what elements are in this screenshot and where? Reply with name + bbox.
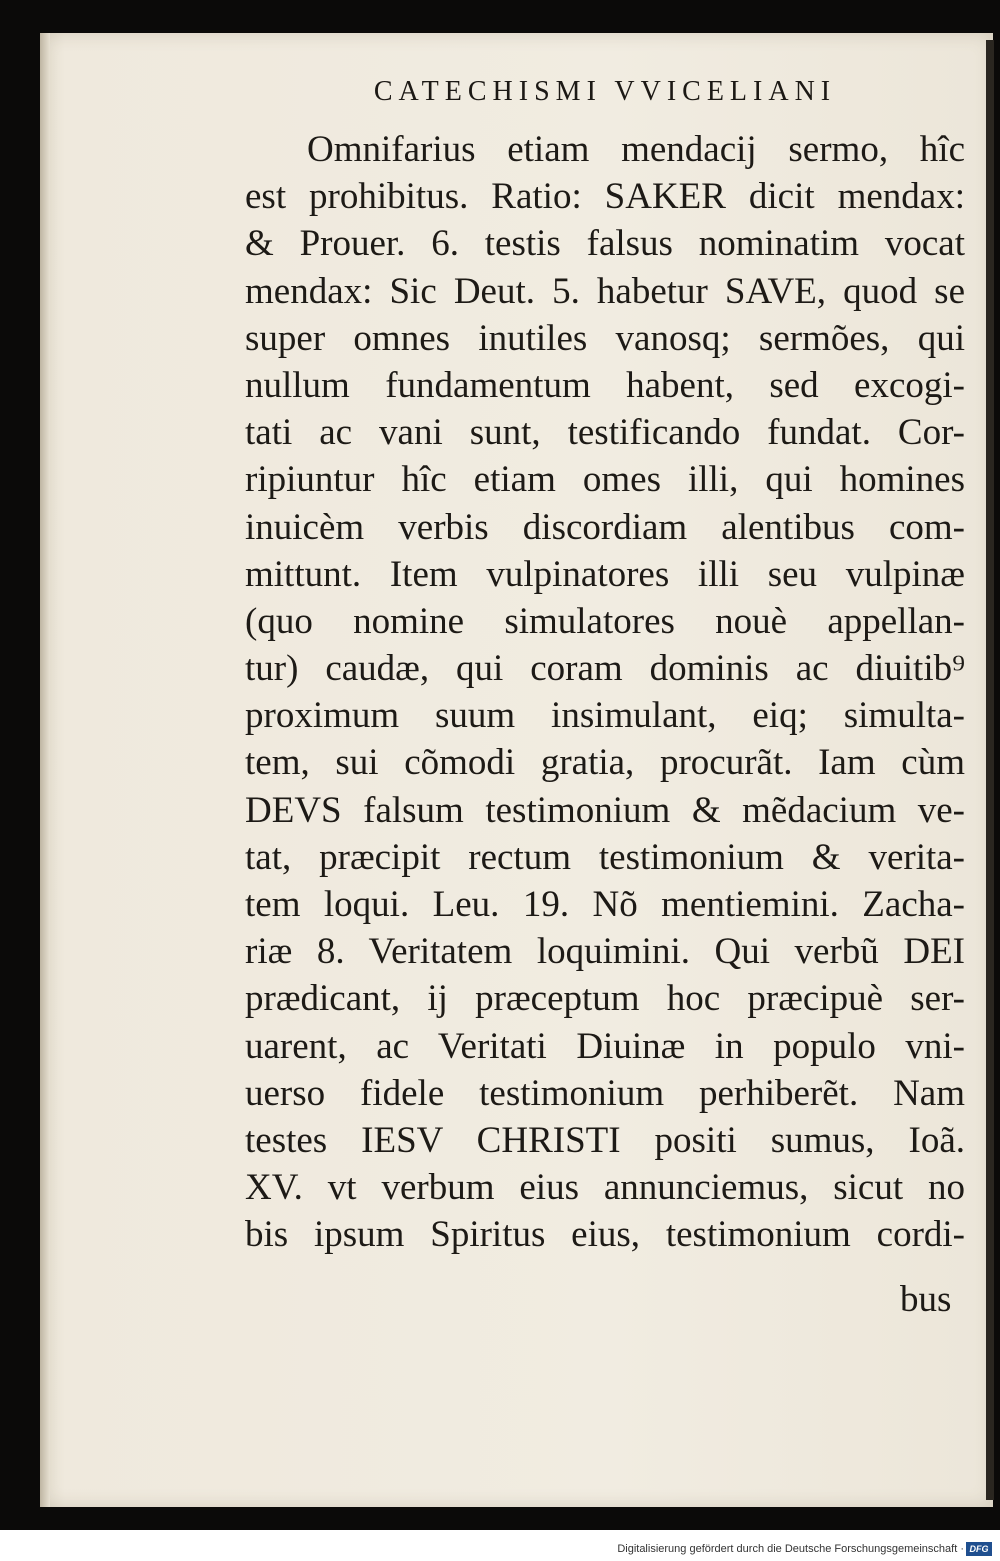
text-line: Omnifarius etiam mendacij sermo, hîc: [307, 129, 965, 170]
funding-credit: Digitalisierung gefördert durch die Deutsche Forschungsgemeinschaft ·: [617, 1543, 964, 1555]
dfg-logo: DFG: [966, 1542, 992, 1556]
text-line: testes IESV CHRISTI positi sumus, Ioã.: [245, 1119, 965, 1161]
page-right-edge: [986, 40, 994, 1500]
text-line: & Prouer. 6. testis falsus nominatim vocat: [245, 223, 965, 265]
text-line: tur) caudæ, qui coram dominis ac diuitib⁹: [245, 648, 965, 690]
text-line: tat, præcipit rectum testimonium & verita-: [245, 836, 965, 878]
text-line: tem loqui. Leu. 19. Nõ mentiemini. Zacha-: [245, 884, 965, 925]
text-line: tem, sui cõmodi gratia, procurãt. Iam cùm: [245, 742, 965, 784]
text-line: uerso fidele testimonium perhiberẽt. Nam: [245, 1072, 965, 1114]
text-line: mendax: Sic Deut. 5. habetur SAVE, quod se: [245, 270, 965, 312]
text-line: prædicant, ij præceptum hoc præcipuè ser-: [245, 978, 965, 1020]
text-line: mittunt. Item vulpinatores illi seu vulpinæ: [245, 553, 965, 595]
catchword: bus: [900, 1279, 952, 1320]
text-line: DEVS falsum testimonium & mẽdacium ve-: [245, 789, 965, 831]
text-line: ripiuntur hîc etiam omes illi, qui homines: [245, 459, 965, 501]
text-line: (quo nomine simulatores nouè appellan-: [245, 600, 965, 642]
text-line: riæ 8. Veritatem loquimini. Qui verbũ DEI: [245, 931, 965, 973]
page-gutter: [40, 33, 50, 1507]
text-line: nullum fundamentum habent, sed excogi-: [245, 364, 965, 406]
text-line: proximum suum insimulant, eiq; simulta-: [245, 695, 965, 737]
text-line: XV. vt verbum eius annunciemus, sicut no: [245, 1167, 965, 1209]
page-text: [245, 126, 965, 1259]
text-line: super omnes inutiles vanosq; sermões, qui: [245, 317, 965, 359]
text-line: tati ac vani sunt, testificando fundat. Cor-: [245, 412, 965, 454]
text-line: inuicèm verbis discordiam alentibus com-: [245, 506, 965, 548]
text-line: bis ipsum Spiritus eius, testimonium cordi-: [245, 1214, 965, 1256]
running-head: CATECHISMI VVICELIANI: [373, 76, 837, 107]
text-line: uarent, ac Veritati Diuinæ in populo vni-: [245, 1025, 965, 1067]
text-line: est prohibitus. Ratio: SAKER dicit mendax:: [245, 176, 965, 218]
